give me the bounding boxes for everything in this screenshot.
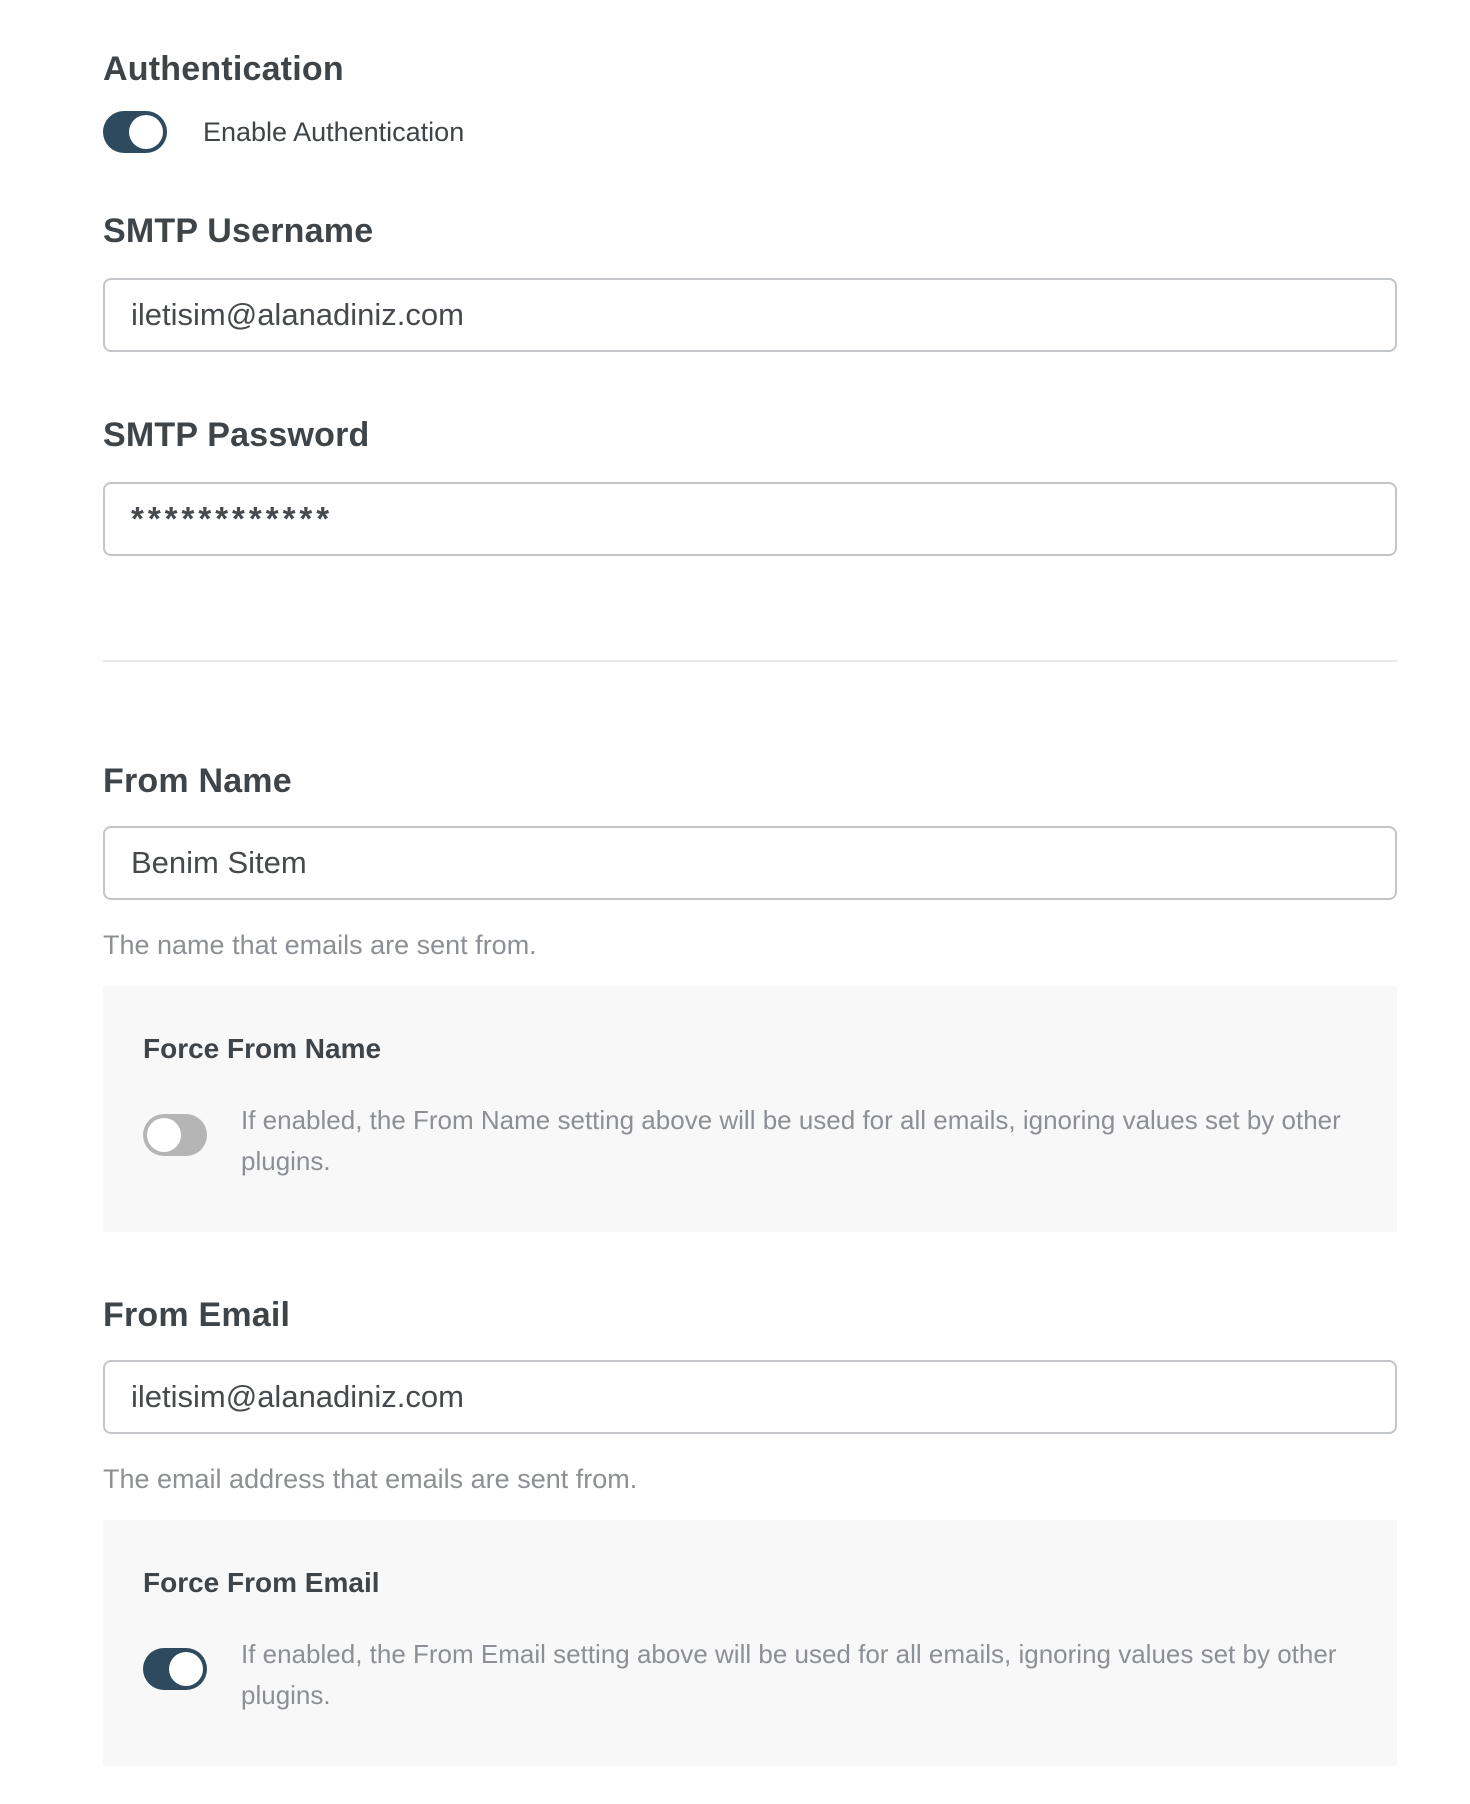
force-from-email-title: Force From Email [143,1567,380,1598]
from-email-helper: The email address that emails are sent from. [103,1464,638,1494]
smtp-password-label: SMTP Password [103,416,370,454]
force-from-email-toggle[interactable] [143,1648,207,1690]
force-from-name-row [143,1100,1357,1182]
force-from-email-box [103,1520,1397,1766]
force-from-name-description: If enabled, the From Name setting above will be used for all emails, ignoring values set by other plugins. [241,1105,1341,1176]
enable-authentication-row [103,110,1397,154]
force-from-email-row [143,1634,1357,1716]
smtp-username-label: SMTP Username [103,212,374,250]
toggle-knob [169,1652,203,1686]
section-divider [103,660,1397,662]
from-email-label: From Email [103,1296,291,1334]
smtp-username-input[interactable] [103,278,1397,352]
smtp-password-input[interactable] [103,482,1397,556]
from-name-input[interactable] [103,826,1397,900]
authentication-heading: Authentication [103,50,344,88]
enable-authentication-toggle[interactable] [103,111,167,153]
smtp-settings-form [103,0,1397,1766]
from-name-helper: The name that emails are sent from. [103,930,537,960]
force-from-name-box [103,986,1397,1232]
force-from-name-toggle[interactable] [143,1114,207,1156]
force-from-email-description: If enabled, the From Email setting above will be used for all emails, ignoring values set by other plugins. [241,1639,1337,1710]
enable-authentication-label: Enable Authentication [203,116,465,147]
force-from-name-title: Force From Name [143,1033,382,1064]
from-email-input[interactable] [103,1360,1397,1434]
toggle-knob [147,1118,181,1152]
toggle-knob [129,115,163,149]
from-name-label: From Name [103,762,292,800]
